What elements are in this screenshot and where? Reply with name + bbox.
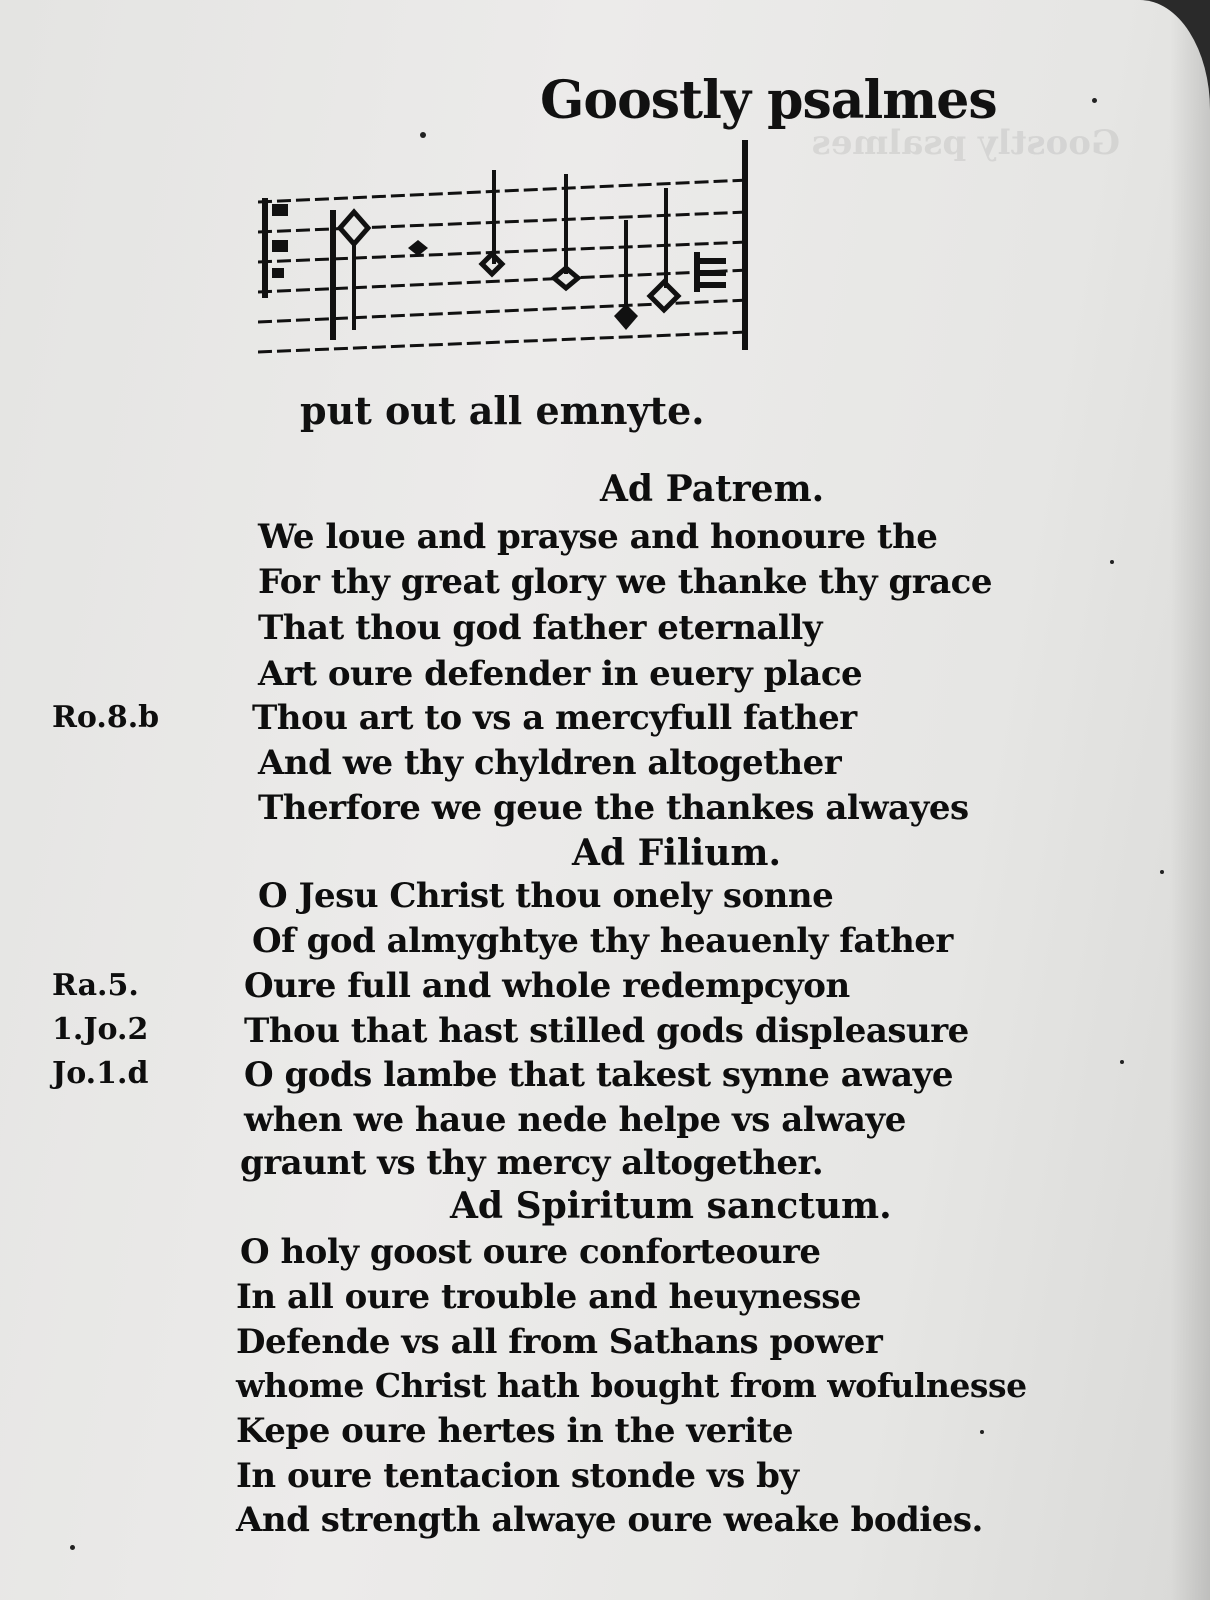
clef-icon [262,198,288,298]
verse-line: And strength alwaye oure weake bodies. [236,1500,983,1540]
page-edge-shadow [1170,0,1210,1600]
verse-line: Oure full and whole redempcyon [244,966,850,1006]
verse-line: when we haue nede helpe vs alwaye [244,1100,906,1140]
verse-line: We loue and prayse and honoure the [258,517,938,557]
ink-speck [1110,560,1114,564]
margin-reference: 1.Jo.2 [52,1012,149,1047]
section-heading-spiritum: Ad Spiritum sanctum. [450,1185,892,1227]
verse-line: whome Christ hath bought from wofulnesse [236,1366,1027,1405]
section-heading-filium: Ad Filium. [572,832,782,874]
ink-speck [1120,1060,1124,1064]
page-title: Goostly psalmes [540,70,997,131]
verse-line: In all oure trouble and heuynesse [236,1277,862,1317]
verse-line: For thy great glory we thanke thy grace [258,562,992,602]
verse-line: Art oure defender in euery place [258,654,863,694]
music-staff [258,140,768,370]
ink-speck [420,132,426,138]
bleed-through-text: Goostly psalmes [811,123,1120,163]
verse-line: And we thy chyldren altogether [258,743,842,783]
verse-line: graunt vs thy mercy altogether. [240,1143,824,1183]
verse-line: Kepe oure hertes in the verite [236,1411,793,1451]
ink-speck [1092,98,1097,103]
verse-line: That thou god father eternally [258,608,822,648]
ink-speck [1160,870,1164,874]
margin-reference: Ra.5. [52,968,139,1003]
margin-reference: Jo.1.d [52,1056,149,1091]
verse-line: Thou art to vs a mercyfull father [252,698,857,738]
verse-line: O Jesu Christ thou onely sonne [258,876,834,916]
section-heading-patrem: Ad Patrem. [600,468,825,510]
verse-line: Thou that hast stilled gods displeasure [244,1011,969,1051]
margin-reference: Ro.8.b [52,700,160,735]
verse-line: Defende vs all from Sathans power [236,1322,883,1362]
ink-speck [70,1545,75,1550]
verse-line: Of god almyghtye thy heauenly father [252,921,953,961]
verse-line: Therfore we geue the thankes alwayes [258,788,969,828]
verse-line: O holy goost oure conforteoure [240,1232,821,1272]
verse-line: In oure tentacion stonde vs by [236,1456,799,1496]
ink-speck [980,1430,984,1434]
verse-line: O gods lambe that takest synne awaye [244,1055,953,1095]
music-caption: put out all emnyte. [300,388,705,433]
